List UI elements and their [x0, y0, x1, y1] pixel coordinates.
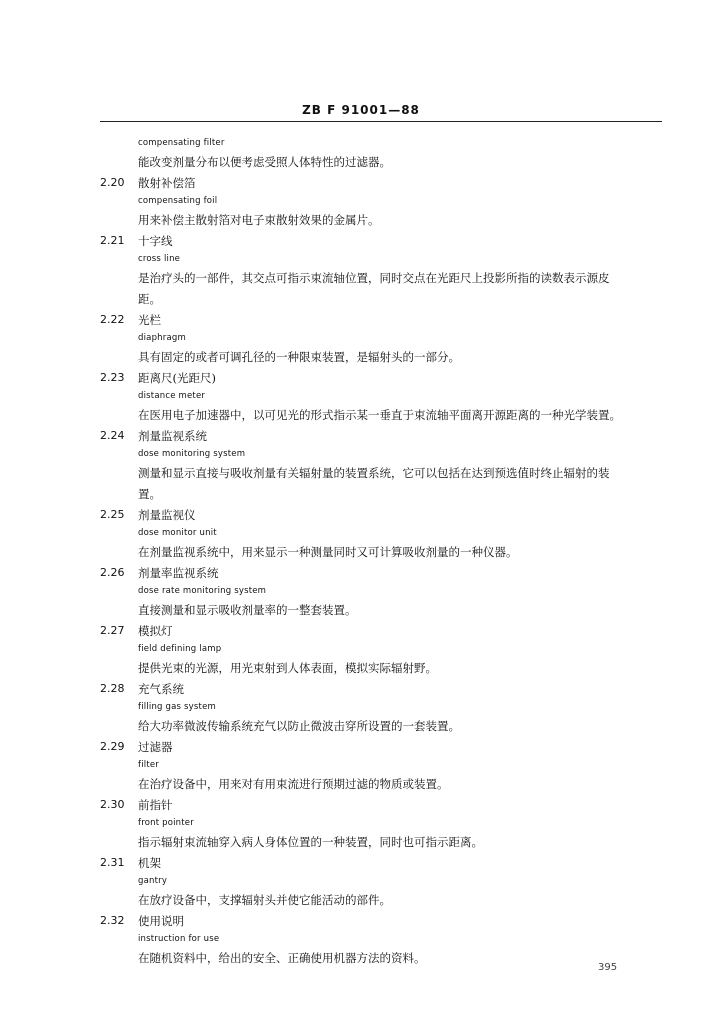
term-number: 2.27 [100, 624, 125, 637]
term-english: diaphragm [138, 333, 186, 343]
term-chinese: 过滤器 [138, 740, 173, 754]
term-entry [100, 368, 662, 426]
term-number: 2.22 [100, 313, 125, 326]
term-number: 2.28 [100, 682, 125, 695]
term-english: instruction for use [138, 934, 220, 944]
term-number: 2.32 [100, 914, 125, 927]
term-entry [100, 737, 662, 795]
term-chinese: 机架 [138, 856, 161, 870]
term-english: distance meter [138, 391, 206, 401]
term-definition: 提供光束的光源，用光束射到人体表面，模拟实际辐射野。 [138, 661, 437, 675]
term-definition: 置。 [138, 487, 161, 501]
term-definition: 直接测量和显示吸收剂量率的一整套装置。 [138, 603, 357, 617]
term-definition: 测量和显示直接与吸收剂量有关辐射量的装置系统，它可以包括在达到预选值时终止辐射的装 [138, 466, 610, 480]
term-definition: 给大功率微波传输系统充气以防止微波击穿所设置的一套装置。 [138, 719, 460, 733]
term-english: gantry [138, 876, 168, 886]
term-chinese: 散射补偿箔 [138, 176, 196, 190]
term-number: 2.29 [100, 740, 125, 753]
term-definition: 指示辐射束流轴穿入病人身体位置的一种装置，同时也可指示距离。 [138, 835, 483, 849]
term-chinese: 剂量监视系统 [138, 429, 207, 443]
term-english: filling gas system [138, 702, 216, 712]
term-number: 2.31 [100, 856, 125, 869]
terms-list [100, 173, 662, 969]
term-number: 2.30 [100, 798, 125, 811]
term-definition: 能改变剂量分布以便考虑受照人体特性的过滤器。 [138, 155, 391, 169]
term-chinese: 十字线 [138, 234, 173, 248]
terms-content [100, 135, 662, 969]
term-english: dose monitor unit [138, 528, 217, 538]
term-definition: 在放疗设备中，支撑辐射头并使它能活动的部件。 [138, 893, 391, 907]
term-chinese: 剂量监视仪 [138, 508, 196, 522]
term-entry [100, 563, 662, 621]
term-entry [100, 911, 662, 969]
term-entry [100, 853, 662, 911]
term-definition: 具有固定的或者可调孔径的一种限束装置，是辐射头的一部分。 [138, 350, 460, 364]
term-chinese: 充气系统 [138, 682, 184, 696]
term-english: dose monitoring system [138, 449, 246, 459]
term-english: cross line [138, 254, 181, 264]
term-definition: 距。 [138, 292, 161, 306]
term-chinese: 前指针 [138, 798, 173, 812]
page-number: 395 [598, 962, 618, 973]
term-definition: 是治疗头的一部件，其交点可指示束流轴位置，同时交点在光距尺上投影所指的读数表示源皮 [138, 271, 610, 285]
term-english: filter [138, 760, 159, 770]
term-number: 2.21 [100, 234, 125, 247]
term-definition: 在剂量监视系统中，用来显示一种测量同时又可计算吸收剂量的一种仪器。 [138, 545, 518, 559]
term-entry [100, 621, 662, 679]
term-definition: 在治疗设备中，用来对有用束流进行预期过滤的物质或装置。 [138, 777, 449, 791]
term-english: dose rate monitoring system [138, 586, 267, 596]
term-definition: 用来补偿主散射箔对电子束散射效果的金属片。 [138, 213, 380, 227]
term-entry [100, 505, 662, 563]
term-chinese: 剂量率监视系统 [138, 566, 219, 580]
term-chinese: 光栏 [138, 313, 161, 327]
term-number: 2.24 [100, 429, 125, 442]
term-chinese: 使用说明 [138, 914, 184, 928]
term-english: field defining lamp [138, 644, 222, 654]
term-entry [100, 679, 662, 737]
term-definition: 在随机资料中，给出的安全、正确使用机器方法的资料。 [138, 951, 426, 965]
standard-code-header: ZB F 91001—88 [302, 103, 420, 117]
term-english: front pointer [138, 818, 194, 828]
term-chinese: 模拟灯 [138, 624, 173, 638]
term-entry-intro [100, 135, 662, 173]
term-english: compensating filter [138, 138, 225, 148]
term-definition: 在医用电子加速器中，以可见光的形式指示某一垂直于束流轴平面离开源距离的一种光学装置。 [138, 408, 621, 422]
term-entry [100, 173, 662, 231]
term-english: compensating foil [138, 196, 218, 206]
term-number: 2.23 [100, 371, 125, 384]
term-entry [100, 426, 662, 505]
term-number: 2.25 [100, 508, 125, 521]
term-chinese: 距离尺(光距尺) [138, 371, 216, 385]
term-number: 2.26 [100, 566, 125, 579]
header-rule [100, 121, 662, 122]
term-entry [100, 795, 662, 853]
term-entry [100, 231, 662, 310]
term-entry [100, 310, 662, 368]
term-number: 2.20 [100, 176, 125, 189]
